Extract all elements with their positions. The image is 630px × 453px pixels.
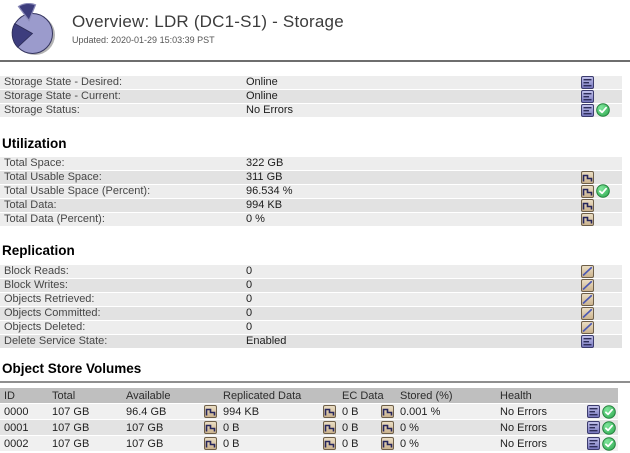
line-chart-icon[interactable] bbox=[381, 437, 394, 450]
attribute-value: No Errors bbox=[246, 104, 294, 116]
green-check-icon bbox=[596, 184, 610, 198]
page-title: Overview: LDR (DC1-S1) - Storage bbox=[72, 12, 344, 31]
table-header-row bbox=[0, 388, 618, 403]
attr-row-objects-committed bbox=[0, 307, 622, 320]
col-header-health: Health bbox=[496, 388, 618, 403]
cell-value: 0 B bbox=[342, 421, 359, 434]
cell-id: 0001 bbox=[0, 420, 48, 435]
replication-section bbox=[0, 265, 630, 348]
cell-total: 107 GB bbox=[48, 404, 122, 419]
utilization-heading: Utilization bbox=[2, 136, 67, 151]
attribute-value: 0 bbox=[246, 293, 253, 305]
cell-value: 0 B bbox=[223, 421, 240, 434]
cell-ec bbox=[338, 436, 396, 451]
cell-id: 0002 bbox=[0, 436, 48, 451]
cell-replicated bbox=[219, 420, 338, 435]
pie-chart-logo-icon bbox=[5, 3, 59, 57]
green-check-icon bbox=[602, 405, 616, 419]
line-chart-icon[interactable] bbox=[323, 421, 336, 434]
attribute-label: Objects Committed: bbox=[4, 307, 101, 319]
attribute-label: Objects Deleted: bbox=[4, 321, 86, 333]
cell-value: 107 GB bbox=[126, 421, 164, 434]
green-check-icon bbox=[602, 437, 616, 451]
col-header-total: Total bbox=[48, 388, 122, 403]
attribute-value: 0 bbox=[246, 279, 253, 291]
attr-row-objects-deleted bbox=[0, 321, 622, 334]
line-chart-icon[interactable] bbox=[581, 213, 594, 226]
attr-row-objects-retrieved bbox=[0, 293, 622, 306]
col-header-replicated: Replicated Data bbox=[219, 388, 338, 403]
text-report-icon[interactable] bbox=[587, 421, 600, 434]
volumes-heading: Object Store Volumes bbox=[2, 361, 142, 376]
trend-chart-icon[interactable] bbox=[581, 265, 594, 278]
section-divider bbox=[0, 381, 630, 383]
attr-row-block-reads bbox=[0, 265, 622, 278]
attr-row-total-data bbox=[0, 199, 622, 212]
health-status: No Errors bbox=[500, 437, 548, 450]
attribute-value: 0 bbox=[246, 265, 253, 277]
cell-available bbox=[122, 420, 219, 435]
line-chart-icon[interactable] bbox=[323, 437, 336, 450]
table-row-volume-0002 bbox=[0, 436, 618, 451]
text-report-icon[interactable] bbox=[581, 90, 594, 103]
cell-stored: 0 % bbox=[396, 420, 496, 435]
attribute-value: Enabled bbox=[246, 335, 287, 347]
health-status: No Errors bbox=[500, 405, 548, 418]
attribute-value: 96.534 % bbox=[246, 185, 293, 197]
storage-state-section bbox=[0, 76, 630, 117]
line-chart-icon[interactable] bbox=[581, 185, 594, 198]
attribute-label: Block Reads: bbox=[4, 265, 69, 277]
cell-value: 96.4 GB bbox=[126, 405, 167, 418]
attr-row-total-space bbox=[0, 157, 622, 170]
line-chart-icon[interactable] bbox=[381, 405, 394, 418]
attribute-label: Block Writes: bbox=[4, 279, 68, 291]
line-chart-icon[interactable] bbox=[581, 199, 594, 212]
utilization-section bbox=[0, 157, 630, 226]
attr-row-total-usable-space-percent bbox=[0, 185, 622, 198]
trend-chart-icon[interactable] bbox=[581, 307, 594, 320]
cell-health bbox=[496, 404, 618, 419]
cell-value: 0 B bbox=[223, 437, 240, 450]
attribute-label: Delete Service State: bbox=[4, 335, 108, 347]
text-report-icon[interactable] bbox=[581, 104, 594, 117]
cell-stored: 0.001 % bbox=[396, 404, 496, 419]
table-row-volume-0000 bbox=[0, 404, 618, 419]
text-report-icon[interactable] bbox=[581, 335, 594, 348]
attribute-value: 994 KB bbox=[246, 199, 283, 211]
col-header-ec: EC Data bbox=[338, 388, 396, 403]
attr-row-delete-service-state bbox=[0, 335, 622, 348]
cell-ec bbox=[338, 420, 396, 435]
attribute-value: Online bbox=[246, 76, 278, 88]
cell-ec bbox=[338, 404, 396, 419]
cell-replicated bbox=[219, 404, 338, 419]
cell-total: 107 GB bbox=[48, 436, 122, 451]
attribute-value: 311 GB bbox=[246, 171, 283, 183]
attribute-label: Total Space: bbox=[4, 157, 65, 169]
attribute-label: Total Usable Space (Percent): bbox=[4, 185, 151, 197]
text-report-icon[interactable] bbox=[587, 405, 600, 418]
cell-health bbox=[496, 436, 618, 451]
line-chart-icon[interactable] bbox=[381, 421, 394, 434]
line-chart-icon[interactable] bbox=[581, 171, 594, 184]
line-chart-icon[interactable] bbox=[323, 405, 336, 418]
trend-chart-icon[interactable] bbox=[581, 321, 594, 334]
attr-row-total-data-percent bbox=[0, 213, 622, 226]
cell-value: 994 KB bbox=[223, 405, 260, 418]
cell-available bbox=[122, 404, 219, 419]
attr-row-storage-state-current bbox=[0, 90, 622, 103]
page-header bbox=[0, 0, 630, 62]
attribute-label: Total Usable Space: bbox=[4, 171, 102, 183]
attr-row-storage-state-desired bbox=[0, 76, 622, 89]
text-report-icon[interactable] bbox=[581, 76, 594, 89]
replication-heading: Replication bbox=[2, 243, 75, 258]
cell-id: 0000 bbox=[0, 404, 48, 419]
line-chart-icon[interactable] bbox=[204, 405, 217, 418]
attribute-label: Total Data: bbox=[4, 199, 57, 211]
health-status: No Errors bbox=[500, 421, 548, 434]
object-store-volumes-table bbox=[0, 387, 618, 452]
attr-row-block-writes bbox=[0, 279, 622, 292]
cell-health bbox=[496, 420, 618, 435]
attr-row-storage-status bbox=[0, 104, 622, 117]
trend-chart-icon[interactable] bbox=[581, 279, 594, 292]
attribute-label: Total Data (Percent): bbox=[4, 213, 105, 225]
attr-row-total-usable-space bbox=[0, 171, 622, 184]
trend-chart-icon[interactable] bbox=[581, 293, 594, 306]
col-header-id: ID bbox=[0, 388, 48, 403]
col-header-stored: Stored (%) bbox=[396, 388, 496, 403]
line-chart-icon[interactable] bbox=[204, 437, 217, 450]
cell-stored: 0 % bbox=[396, 436, 496, 451]
cell-available bbox=[122, 436, 219, 451]
cell-value: 0 B bbox=[342, 437, 359, 450]
cell-value: 107 GB bbox=[126, 437, 164, 450]
table-row-volume-0001 bbox=[0, 420, 618, 435]
col-header-available: Available bbox=[122, 388, 219, 403]
green-check-icon bbox=[596, 103, 610, 117]
attribute-value: Online bbox=[246, 90, 278, 102]
attribute-value: 0 bbox=[246, 307, 253, 319]
line-chart-icon[interactable] bbox=[204, 421, 217, 434]
updated-timestamp: Updated: 2020-01-29 15:03:39 PST bbox=[72, 35, 215, 45]
cell-value: 0 B bbox=[342, 405, 359, 418]
attribute-label: Storage Status: bbox=[4, 104, 80, 116]
attribute-label: Objects Retrieved: bbox=[4, 293, 95, 305]
text-report-icon[interactable] bbox=[587, 437, 600, 450]
attribute-value: 0 bbox=[246, 321, 253, 333]
attribute-value: 322 GB bbox=[246, 157, 284, 169]
cell-total: 107 GB bbox=[48, 420, 122, 435]
cell-replicated bbox=[219, 436, 338, 451]
green-check-icon bbox=[602, 421, 616, 435]
attribute-value: 0 % bbox=[246, 213, 265, 225]
attribute-label: Storage State - Current: bbox=[4, 90, 121, 102]
attribute-label: Storage State - Desired: bbox=[4, 76, 123, 88]
